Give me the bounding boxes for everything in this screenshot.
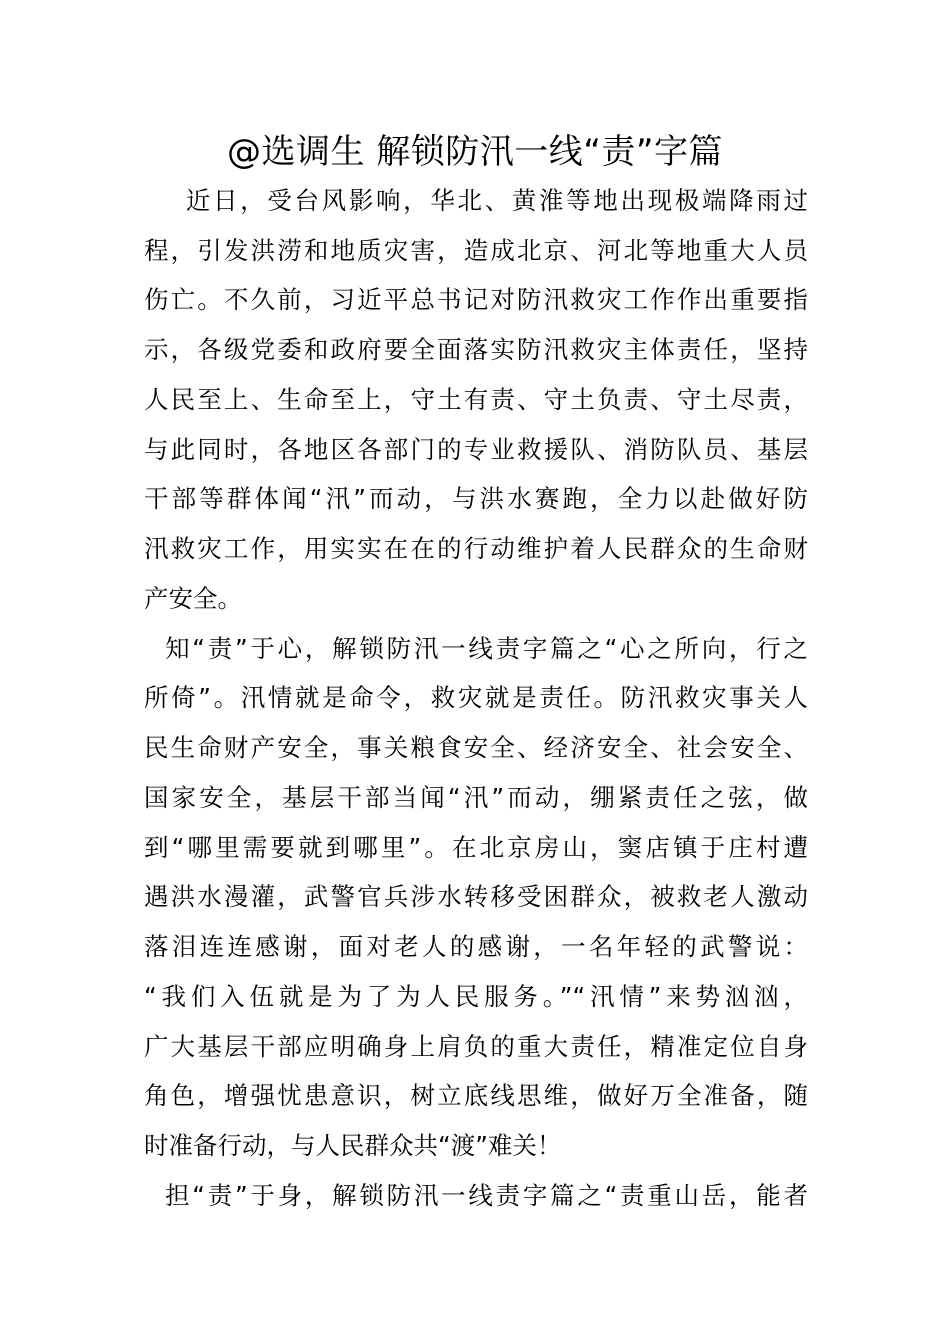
document-title: @选调生 解锁防汛一线“责”字篇 (226, 132, 724, 172)
body-line: 所倚”。汛情就是命令，救灾就是责任。防汛救灾事关人 (144, 683, 808, 712)
body-line: 落泪连连感谢，面对老人的感谢，一名年轻的武警说： (144, 932, 808, 961)
body-line: 担“责”于身，解锁防汛一线责字篇之“责重山岳，能者 (144, 1181, 808, 1210)
body-line: 国家安全，基层干部当闻“汛”而动，绷紧责任之弦，做 (144, 783, 808, 812)
body-line: “我们入伍就是为了为人民服务。”“汛情”来势汹汹， (144, 982, 808, 1011)
body-line: 与此同时，各地区各部门的专业救援队、消防队员、基层 (144, 435, 808, 464)
body-line: 产安全。 (144, 584, 242, 613)
body-line: 知“责”于心，解锁防汛一线责字篇之“心之所向，行之 (144, 634, 808, 663)
body-line: 人民至上、生命至上，守土有责、守土负责、守土尽责， (144, 385, 808, 414)
body-line: 民生命财产安全，事关粮食安全、经济安全、社会安全、 (144, 733, 808, 762)
body-line: 伤亡。不久前，习近平总书记对防汛救灾工作作出重要指 (144, 285, 808, 314)
body-line: 示，各级党委和政府要全面落实防汛救灾主体责任，坚持 (144, 335, 808, 364)
body-line: 时准备行动，与人民群众共“渡”难关！ (144, 1131, 562, 1160)
body-line: 广大基层干部应明确身上肩负的重大责任，精准定位自身 (144, 1032, 808, 1061)
body-line: 到“哪里需要就到哪里”。在北京房山，窦店镇于庄村遭 (144, 833, 808, 862)
body-line: 角色，增强忧患意识，树立底线思维，做好万全准备，随 (144, 1081, 808, 1110)
body-line: 程，引发洪涝和地质灾害，造成北京、河北等地重大人员 (144, 236, 808, 265)
body-line: 干部等群体闻“汛”而动，与洪水赛跑，全力以赴做好防 (144, 484, 808, 513)
body-line: 汛救灾工作，用实实在在的行动维护着人民群众的生命财 (144, 534, 808, 563)
body-line: 遇洪水漫灌，武警官兵涉水转移受困群众，被救老人激动 (144, 882, 808, 911)
body-line: 近日，受台风影响，华北、黄淮等地出现极端降雨过 (144, 186, 808, 215)
